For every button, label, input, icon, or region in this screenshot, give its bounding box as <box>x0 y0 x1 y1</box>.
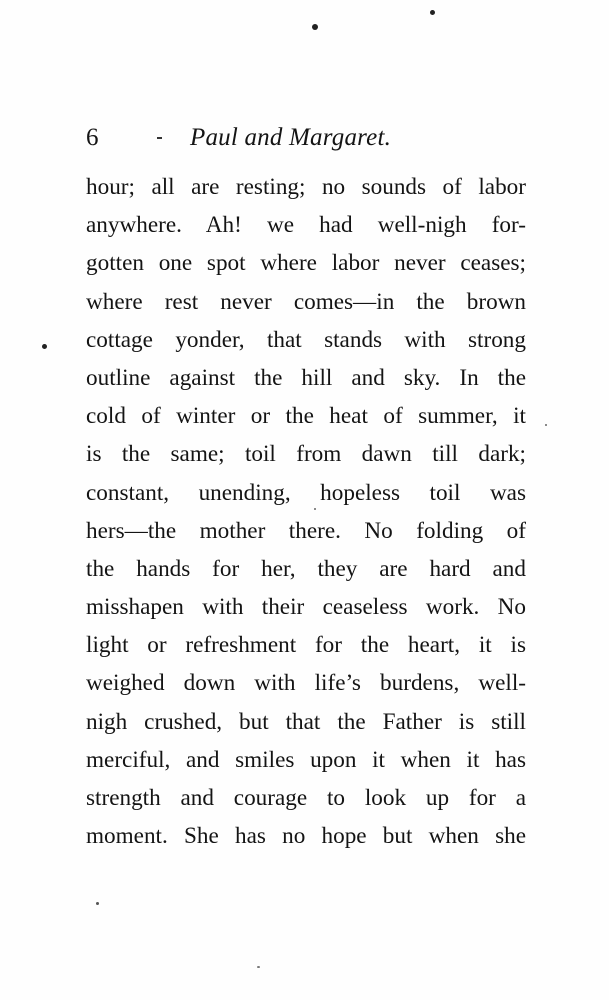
text-line: anywhere. Ah! we had well-nigh for- <box>86 212 526 239</box>
print-speck <box>96 902 99 905</box>
print-speck <box>42 344 47 349</box>
text-line: moment. She has no hope but when she <box>86 823 526 850</box>
text-line: cottage yonder, that stands with strong <box>86 326 526 353</box>
text-line: gotten one spot where labor never ceases; <box>86 250 526 277</box>
text-line: is the same; toil from dawn till dark; <box>86 441 526 468</box>
text-line: merciful, and smiles upon it when it has <box>86 746 526 773</box>
page-number: 6 <box>86 124 99 151</box>
text-line: misshapen with their ceaseless work. No <box>86 594 526 621</box>
page-header <box>86 118 526 158</box>
header-dash <box>157 137 162 139</box>
text-line: light or refreshment for the heart, it is <box>86 632 526 659</box>
text-line: the hands for her, they are hard and <box>86 555 526 582</box>
print-speck <box>312 24 318 30</box>
text-line: constant, unending, hopeless toil was <box>86 479 526 506</box>
text-line: outline against the hill and sky. In the <box>86 364 526 391</box>
text-line: hour; all are resting; no sounds of labor <box>86 174 526 200</box>
text-line: weighed down with life’s burdens, well- <box>86 670 526 697</box>
running-title: Paul and Margaret. <box>190 124 392 151</box>
print-speck <box>430 10 435 15</box>
text-line: cold of winter or the heat of summer, it <box>86 403 526 430</box>
print-speck <box>257 966 260 968</box>
print-speck <box>545 424 547 426</box>
text-line: strength and courage to look up for a <box>86 785 526 811</box>
text-line: where rest never comes—in the brown <box>86 288 526 315</box>
body-text <box>86 168 526 855</box>
text-line: hers—the mother there. No folding of <box>86 517 526 544</box>
text-line: nigh crushed, but that the Father is still <box>86 708 526 735</box>
